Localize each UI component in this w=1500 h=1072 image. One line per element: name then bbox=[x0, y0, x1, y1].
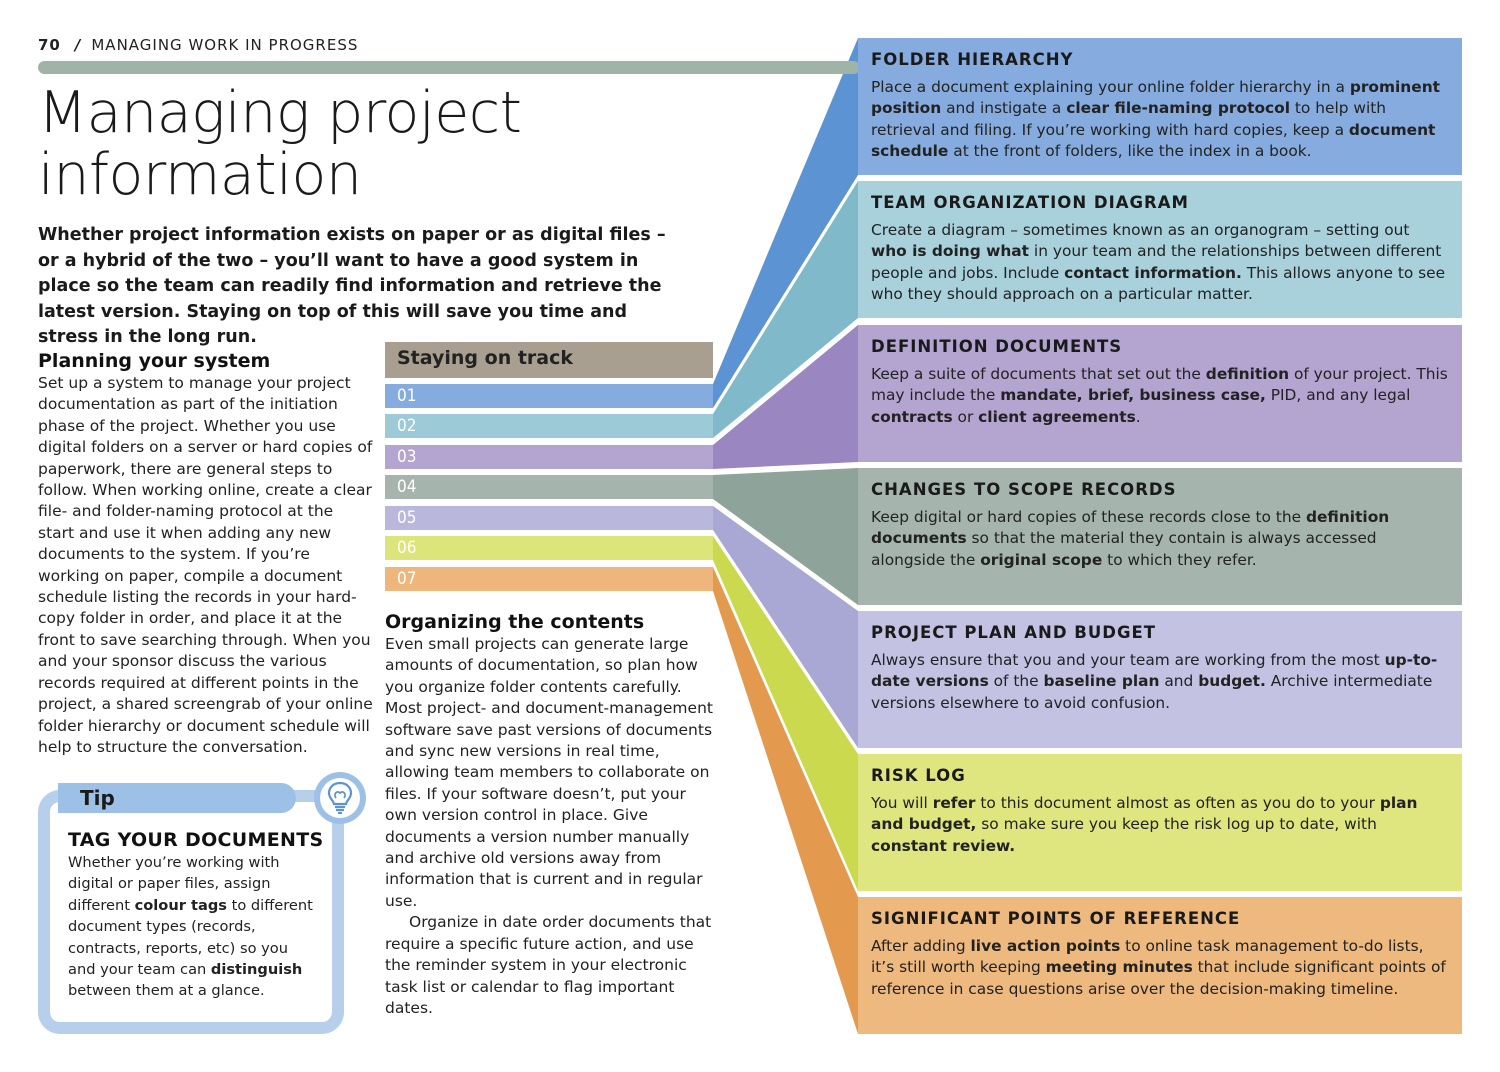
bold-text: constant review. bbox=[871, 836, 1016, 855]
bold-text: baseline plan bbox=[1043, 672, 1160, 691]
bold-text: up-to-date versions bbox=[871, 651, 1438, 691]
track-step-02 bbox=[385, 414, 713, 438]
running-header bbox=[38, 36, 358, 54]
text-run: between them at a glance. bbox=[68, 982, 265, 1000]
page-number: 70 bbox=[38, 36, 61, 54]
bold-text: distinguish bbox=[210, 961, 303, 979]
panel-significant-points-of-reference bbox=[858, 897, 1462, 1034]
bold-text: meeting minutes bbox=[1045, 958, 1193, 977]
text-run: to help with retrieval and filing. If you’re working with hard copies, keep a bbox=[871, 99, 1387, 139]
panel-title: DEFINITION DOCUMENTS bbox=[871, 337, 1123, 356]
text-run: so that the material they contain is always accessed alongside the bbox=[871, 529, 1377, 569]
panel-text bbox=[871, 77, 1448, 163]
intro-paragraph: Whether project information exists on paper or as digital files – or a hybrid of the two – you’ll want to have a good system in place so the team can readily find information and retrieve the latest version. Staying on top of this will save you time and stress in the long run. bbox=[38, 225, 666, 347]
bold-text: refer bbox=[932, 794, 976, 812]
tip-text bbox=[68, 852, 318, 1002]
panel-text bbox=[871, 793, 1448, 857]
tip-title: TAG YOUR DOCUMENTS bbox=[68, 829, 324, 851]
bold-text: mandate, brief, business case, bbox=[1000, 386, 1266, 405]
bold-text: colour tags bbox=[134, 896, 227, 914]
text-run: of your project. This may include the bbox=[871, 365, 1448, 405]
text-run: so make sure you keep the risk log up to date, with bbox=[976, 815, 1377, 834]
text-run: Whether you’re working with digital or paper files, assign different bbox=[68, 854, 280, 914]
panel-risk-log bbox=[858, 754, 1462, 891]
text-run: Archive intermediate versions elsewhere to avoid confusion. bbox=[871, 672, 1433, 712]
organizing-text-2: Organize in date order documents that require a specific future action, and use the reminder system in your electronic task list or calendar to flag important dates. bbox=[385, 913, 712, 1017]
text-run: of the bbox=[988, 672, 1044, 691]
track-heading: Staying on track bbox=[397, 347, 574, 369]
panel-title: CHANGES TO SCOPE RECORDS bbox=[871, 480, 1177, 499]
panel-changes-to-scope-records bbox=[858, 468, 1462, 605]
track-step-06 bbox=[385, 536, 713, 560]
text-run: Place a document explaining your online folder hierarchy in a bbox=[871, 78, 1350, 96]
organizing-text-1: Even small projects can generate large amounts of documentation, so plan how you organize folder contents carefully. Most project- and document-management software save past versions of documents and sync new versions in real time, allowing team members to collaborate on files. If your software doesn’t, put your own version control in place. Give documents a version number manually and archive old versions away from information that is current and in regular use. bbox=[385, 635, 713, 910]
track-step-number: 03 bbox=[397, 447, 417, 467]
section-name: MANAGING WORK IN PROGRESS bbox=[91, 36, 359, 54]
panel-folder-hierarchy bbox=[858, 38, 1462, 175]
text-run: This allows anyone to see who they should approach on a particular matter. bbox=[871, 263, 1446, 304]
bold-text: definition bbox=[1205, 365, 1290, 383]
bold-text: definition documents bbox=[871, 508, 1390, 548]
tip-label-bar bbox=[58, 783, 296, 813]
organizing-section bbox=[385, 610, 715, 1019]
bold-text: clear file-naming protocol bbox=[1066, 99, 1290, 118]
bold-text: budget. bbox=[1198, 672, 1266, 691]
panel-team-organization-diagram bbox=[858, 181, 1462, 318]
text-run: You will bbox=[871, 794, 933, 812]
text-run: Create a diagram – sometimes known as an organogram – setting out bbox=[871, 221, 1410, 239]
text-run: to online task management to-do lists, it’s still worth keeping bbox=[871, 937, 1424, 977]
text-run: PID, and any legal bbox=[1265, 386, 1411, 405]
track-step-04 bbox=[385, 475, 713, 499]
panel-text bbox=[871, 364, 1448, 428]
text-run: Keep a suite of documents that set out the bbox=[871, 365, 1206, 383]
track-step-number: 01 bbox=[397, 386, 417, 406]
header-rule bbox=[38, 61, 860, 74]
text-run: to which they refer. bbox=[1102, 550, 1257, 569]
panel-text bbox=[871, 936, 1448, 1000]
text-run: and bbox=[1159, 672, 1199, 691]
text-run: After adding bbox=[871, 937, 971, 955]
title-line-1: Managing project bbox=[38, 80, 522, 146]
text-run: or bbox=[952, 407, 979, 426]
track-step-number: 02 bbox=[397, 416, 417, 436]
text-run: that include significant points of reference in case questions arise over the decision-making timeline. bbox=[871, 958, 1446, 998]
panel-project-plan-and-budget bbox=[858, 611, 1462, 748]
track-heading-bar bbox=[385, 342, 713, 378]
text-run: to this document almost as often as you do to your bbox=[975, 794, 1380, 812]
planning-text: Set up a system to manage your project documentation as part of the initiation phase of the project. Whether you use digital folders on a server or hard copies of paperwork, there are general steps to follow. When working online, create a clear file- and folder-naming protocol at the start and use it when adding any new documents to the system. If you’re working on paper, compile a document schedule listing the records in your hard-copy folder in order, and place it at the front to save searching through. When you and your sponsor discuss the various records required at different points in the project, a shared screengrab of your online folder hierarchy or document schedule will help to structure the conversation. bbox=[38, 374, 373, 756]
track-step-07 bbox=[385, 567, 713, 591]
bold-text: live action points bbox=[970, 937, 1121, 955]
track-step-number: 05 bbox=[397, 508, 417, 528]
track-step-05 bbox=[385, 506, 713, 530]
track-step-01 bbox=[385, 384, 713, 408]
track-step-03 bbox=[385, 445, 713, 469]
panel-text bbox=[871, 220, 1448, 306]
track-step-number: 06 bbox=[397, 538, 417, 558]
text-run: and instigate a bbox=[941, 99, 1067, 118]
track-step-number: 07 bbox=[397, 569, 417, 589]
text-run: to different document types (records, contracts, reports, etc) so you and your team can bbox=[68, 896, 313, 979]
panel-title: TEAM ORGANIZATION DIAGRAM bbox=[871, 193, 1189, 212]
planning-section bbox=[38, 349, 373, 758]
bold-text: contracts bbox=[871, 407, 953, 426]
lightbulb-icon bbox=[312, 770, 368, 826]
panel-title: RISK LOG bbox=[871, 766, 966, 785]
panel-text bbox=[871, 650, 1448, 714]
panel-definition-documents bbox=[858, 325, 1462, 462]
panel-title: PROJECT PLAN AND BUDGET bbox=[871, 623, 1157, 642]
bold-text: prominent position bbox=[871, 78, 1441, 118]
planning-heading: Planning your system bbox=[38, 350, 271, 372]
track-step-number: 04 bbox=[397, 477, 417, 497]
text-run: Always ensure that you and your team are working from the most bbox=[871, 651, 1385, 669]
title-line-2: information bbox=[38, 142, 362, 208]
header-separator: / bbox=[74, 36, 82, 54]
panel-text bbox=[871, 507, 1448, 571]
bold-text: client agreements bbox=[978, 407, 1136, 426]
panel-title: SIGNIFICANT POINTS OF REFERENCE bbox=[871, 909, 1241, 928]
text-run: in your team and the relationships between different people and jobs. Include bbox=[871, 242, 1442, 282]
text-run: at the front of folders, like the index in a book. bbox=[948, 142, 1312, 161]
page-title bbox=[38, 82, 522, 206]
bold-text: original scope bbox=[980, 550, 1103, 569]
organizing-heading: Organizing the contents bbox=[385, 611, 645, 633]
bold-text: document schedule bbox=[871, 120, 1436, 161]
panel-title: FOLDER HIERARCHY bbox=[871, 50, 1074, 69]
bold-text: who is doing what bbox=[871, 242, 1030, 261]
tip-label: Tip bbox=[80, 786, 115, 810]
text-run: . bbox=[1135, 407, 1141, 426]
text-run: Keep digital or hard copies of these records close to the bbox=[871, 508, 1306, 526]
bold-text: plan and budget, bbox=[871, 794, 1418, 834]
bold-text: contact information. bbox=[1064, 263, 1242, 282]
